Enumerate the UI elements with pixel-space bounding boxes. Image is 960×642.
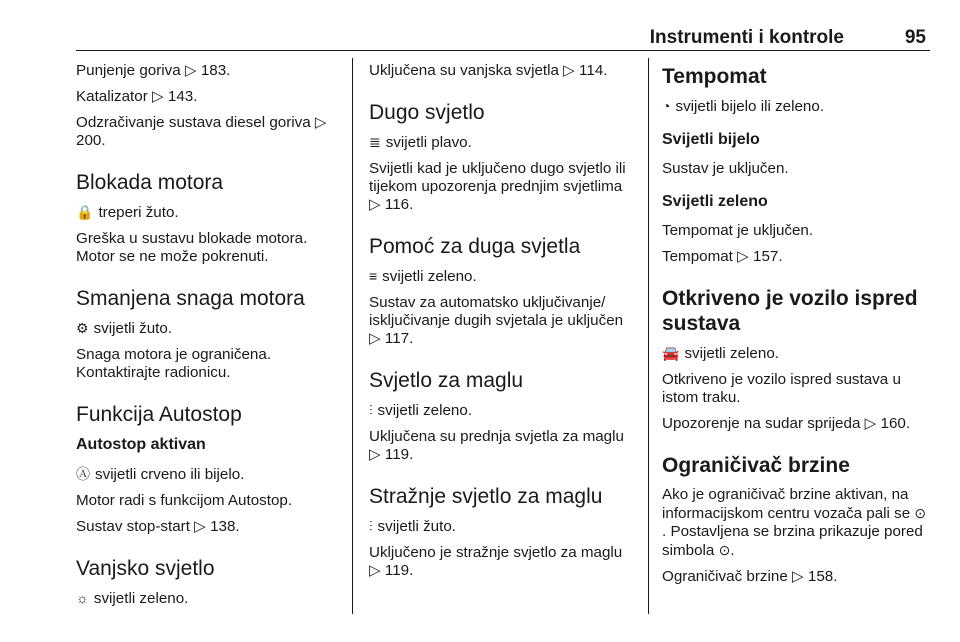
paragraph: Upozorenje na sudar sprijeda ▷ 160. [662,415,911,432]
paragraph: Uključena su vanjska svjetla ▷ 114. [369,62,608,79]
autostop-icon: Ⓐ [76,466,90,482]
paragraph: Motor radi s funkcijom Autostop. [76,492,293,509]
column-1 [76,62,338,616]
paragraph: Ako je ograničivač brzine aktivan, na informacijskom centru vozača pali se ⊙. Postavljena se brzina prikazuje pored simbola ⊙. [662,486,927,559]
paragraph: Uključeno je stražnje svjetlo za maglu ▷ 119. [369,544,623,579]
immobiliser-lock-icon: 🔒 [76,204,94,220]
vehicle-ahead-icon: 🚘 [662,345,680,361]
paragraph: Tempomat je uključen. [662,222,814,239]
column-divider [352,58,353,614]
paragraph: Odzračivanje sustava diesel goriva ▷ 200. [76,114,327,149]
indicator-line: ⫶ svijetli zeleno. [369,402,473,419]
subheading: Svijetli zeleno [662,193,768,210]
indicator-line: 🔒 treperi žuto. [76,204,179,221]
paragraph: Katalizator ▷ 143. [76,88,198,105]
indicator-line: Ⓐ svijetli crveno ili bijelo. [76,466,245,483]
exterior-light-icon: ☼ [76,590,89,606]
paragraph: Otkriveno je vozilo ispred sustava u istom traku. [662,371,901,406]
speed-limiter-icon: ⊙ [914,505,927,521]
column-3 [662,62,930,594]
front-fog-light-icon: ⫶ [369,402,373,418]
indicator-line: ⚙ svijetli žuto. [76,320,173,337]
section-heading: Pomoć za duga svjetla [369,235,581,258]
section-heading: Funkcija Autostop [76,403,242,426]
reduced-power-icon: ⚙ [76,320,89,336]
section-heading: Stražnje svjetlo za maglu [369,485,603,508]
section-heading: Ograničivač brzine [662,454,850,477]
section-heading: Vanjsko svjetlo [76,557,215,580]
section-heading: Blokada motora [76,171,224,194]
paragraph: Uključena su prednja svjetla za maglu ▷ 119. [369,428,624,463]
section-heading: Tempomat [662,65,767,88]
paragraph: Ograničivač brzine ▷ 158. [662,568,838,585]
indicator-line: ☼ svijetli zeleno. [76,590,189,607]
paragraph: Sustav je uključen. [662,160,789,177]
cruise-control-icon: ◔ [662,98,671,114]
indicator-line: ◔ svijetli bijelo ili zeleno. [662,98,825,115]
header-title: Instrumenti i kontrole [649,27,844,48]
paragraph: Punjenje goriva ▷ 183. [76,62,231,79]
paragraph: Greška u sustavu blokade motora. Motor se ne može pokrenuti. [76,230,308,265]
indicator-line: ≡ svijetli zeleno. [369,268,477,285]
paragraph: Snaga motora je ograničena. Kontaktirajte radionicu. [76,346,272,381]
column-2 [369,62,634,588]
rear-fog-light-icon: ⫶ [369,518,373,534]
paragraph: Sustav za automatsko uključivanje/ isključivanje dugih svjetala je uključen ▷ 117. [369,294,624,347]
paragraph: Svijetli kad je uključeno dugo svjetlo ili tijekom upozorenja prednjim svjetlima ▷ 116. [369,160,626,213]
speed-limiter-icon: ⊙ [718,542,731,558]
paragraph: Tempomat ▷ 157. [662,248,783,265]
column-divider [648,58,649,614]
page-header [76,22,930,51]
section-heading: Svjetlo za maglu [369,369,524,392]
section-heading: Smanjena snaga motora [76,287,305,310]
indicator-line: 🚘 svijetli zeleno. [662,345,779,362]
indicator-line: ≣ svijetli plavo. [369,134,472,151]
page-number: 95 [904,27,926,48]
indicator-line: ⫶ svijetli žuto. [369,518,456,535]
section-heading: Dugo svjetlo [369,101,485,124]
subheading: Autostop aktivan [76,436,206,453]
high-beam-assist-icon: ≡ [369,268,378,284]
section-heading: Otkriveno je vozilo ispred sustava [662,287,918,335]
subheading: Svijetli bijelo [662,131,760,148]
paragraph: Sustav stop-start ▷ 138. [76,518,240,535]
high-beam-icon: ≣ [369,134,381,150]
